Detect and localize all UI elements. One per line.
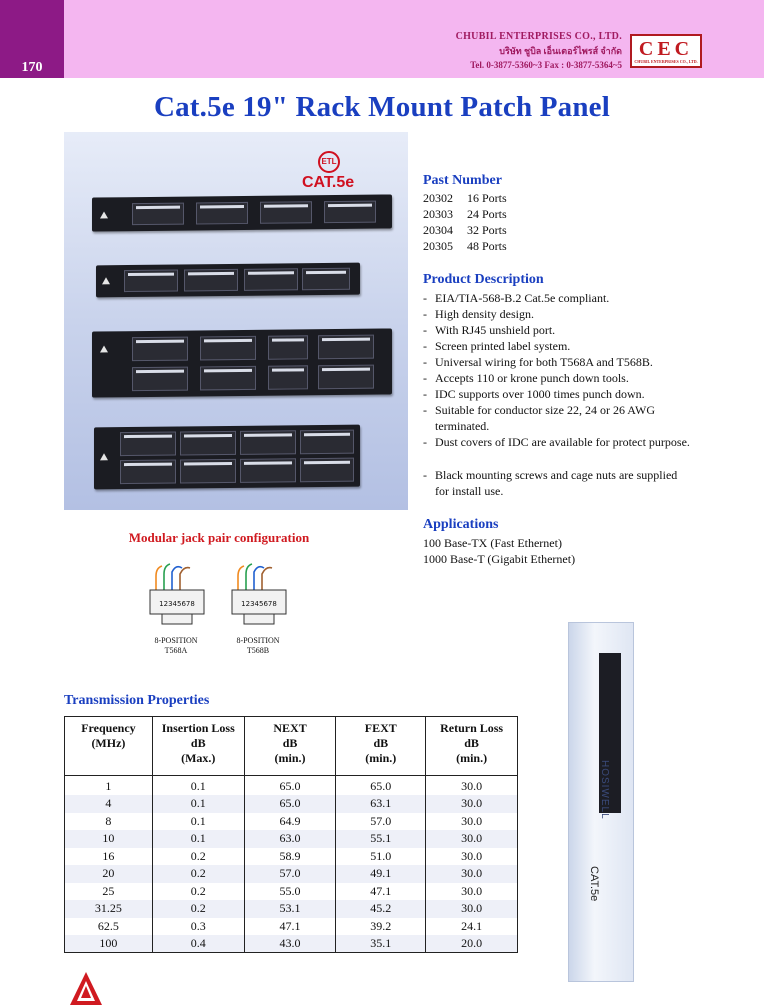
page-title: Cat.5e 19" Rack Mount Patch Panel	[153, 91, 611, 123]
table-cell: 65.0	[244, 776, 336, 796]
description-item: - Screen printed label system.	[423, 339, 571, 353]
port-block	[132, 203, 184, 226]
description-text: IDC supports over 1000 times punch down.	[435, 387, 645, 401]
description-text: EIA/TIA-568-B.2 Cat.5e compliant.	[435, 291, 610, 305]
table-row	[65, 813, 518, 831]
table-cell: 24.1	[426, 918, 518, 936]
port-block	[180, 431, 236, 456]
table-cell: 47.1	[244, 918, 336, 936]
description-item: - High density design.	[423, 307, 534, 321]
box-brand-label: HOSIWELL	[599, 760, 610, 820]
port-block	[132, 367, 188, 392]
port-block	[184, 269, 238, 292]
table-cell: 0.2	[152, 848, 244, 866]
cec-logo-text: CEC	[638, 38, 694, 60]
port-block	[132, 337, 188, 362]
application-item: 1000 Base-T (Gigabit Ethernet)	[423, 552, 576, 566]
port-block	[196, 202, 248, 225]
port-block	[318, 365, 374, 390]
part-number-heading: Past Number	[423, 173, 502, 188]
page-number: 170	[21, 60, 43, 75]
description-item: - With RJ45 unshield port.	[423, 323, 556, 337]
table-cell: 63.0	[244, 830, 336, 848]
port-block	[124, 270, 178, 293]
etl-cert-icon: ETL	[318, 151, 340, 173]
jack-t568b-label	[218, 636, 298, 656]
table-cell: 0.1	[152, 830, 244, 848]
jack-t568a-label	[136, 636, 216, 656]
table-cell: 1	[65, 776, 153, 796]
part-ports: 24 Ports	[467, 207, 507, 221]
table-cell: 55.0	[244, 883, 336, 901]
description-text: Suitable for conductor size 22, 24 or 26 AWG terminated.	[435, 403, 655, 433]
table-cell: 47.1	[336, 883, 426, 901]
jack-b-line1: 8-POSITION	[236, 636, 280, 645]
application-item: 100 Base-TX (Fast Ethernet)	[423, 536, 562, 550]
table-cell: 31.25	[65, 900, 153, 918]
table-cell: 39.2	[336, 918, 426, 936]
table-cell: 62.5	[65, 918, 153, 936]
port-block	[120, 432, 176, 457]
table-cell: 16	[65, 848, 153, 866]
port-block	[324, 201, 376, 224]
table-cell: 25	[65, 883, 153, 901]
table-cell: 30.0	[426, 795, 518, 813]
table-cell: 0.2	[152, 865, 244, 883]
part-code: 20302	[423, 191, 453, 205]
table-cell: 57.0	[244, 865, 336, 883]
hosiwell-logo-icon	[102, 277, 110, 284]
box-product-label: CAT.5e	[588, 866, 600, 902]
table-row	[65, 848, 518, 866]
description-item: - Universal wiring for both T568A and T568B.	[423, 355, 653, 369]
jack-b-pins: 12345678	[241, 600, 277, 608]
table-cell: 45.2	[336, 900, 426, 918]
table-cell: 30.0	[426, 813, 518, 831]
company-thai-name: บริษัท ชูบิล เอ็นเตอร์ไพรส์ จำกัด	[499, 46, 622, 56]
col-insertion-loss: Insertion Loss dB (Max.)	[152, 717, 244, 776]
part-code: 20303	[423, 207, 453, 221]
product-description-heading: Product Description	[423, 272, 544, 287]
part-row	[423, 238, 507, 254]
hosiwell-logo-icon	[68, 970, 104, 1007]
patch-panel-32-port-image	[92, 328, 392, 397]
port-block	[200, 366, 256, 391]
table-cell: 20	[65, 865, 153, 883]
col-next: NEXT dB (min.)	[244, 717, 336, 776]
jack-t568b-diagram	[228, 562, 290, 630]
table-cell: 0.1	[152, 813, 244, 831]
table-cell: 64.9	[244, 813, 336, 831]
description-item: - IDC supports over 1000 times punch down.	[423, 387, 645, 401]
port-block	[120, 460, 176, 485]
table-cell: 30.0	[426, 865, 518, 883]
port-block	[260, 201, 312, 224]
transmission-table	[64, 716, 518, 953]
table-cell: 30.0	[426, 776, 518, 796]
table-header-row	[65, 717, 518, 776]
description-item: - EIA/TIA-568-B.2 Cat.5e compliant.	[423, 291, 610, 305]
table-cell: 10	[65, 830, 153, 848]
jack-a-line1: 8-POSITION	[154, 636, 198, 645]
part-code: 20305	[423, 239, 453, 253]
part-row	[423, 222, 507, 238]
table-cell: 30.0	[426, 848, 518, 866]
part-code: 20304	[423, 223, 453, 237]
table-cell: 0.1	[152, 795, 244, 813]
table-cell: 65.0	[336, 776, 426, 796]
part-row	[423, 206, 507, 222]
description-text: High density design.	[435, 307, 534, 321]
port-block	[302, 268, 350, 291]
port-block	[300, 458, 354, 483]
port-block	[240, 458, 296, 483]
description-text: Universal wiring for both T568A and T568B.	[435, 355, 653, 369]
table-cell: 30.0	[426, 900, 518, 918]
description-text: With RJ45 unshield port.	[435, 323, 556, 337]
port-block	[200, 336, 256, 361]
table-cell: 0.2	[152, 900, 244, 918]
port-block	[244, 268, 298, 291]
table-cell: 8	[65, 813, 153, 831]
cec-logo	[630, 34, 702, 68]
table-cell: 55.1	[336, 830, 426, 848]
description-text: Screen printed label system.	[435, 339, 571, 353]
description-text: Dust covers of IDC are available for protect purpose.	[435, 435, 690, 449]
table-cell: 100	[65, 935, 153, 953]
description-item: - Suitable for conductor size 22, 24 or 26 AWG terminated.	[423, 403, 655, 433]
jack-t568a-diagram	[146, 562, 208, 630]
table-cell: 51.0	[336, 848, 426, 866]
hosiwell-logo-icon	[100, 345, 108, 352]
company-name: CHUBIL ENTERPRISES CO., LTD.	[455, 31, 622, 42]
table-cell: 20.0	[426, 935, 518, 953]
cat5e-badge: CAT.5e	[302, 174, 355, 191]
table-row	[65, 830, 518, 848]
table-row	[65, 918, 518, 936]
part-ports: 16 Ports	[467, 191, 507, 205]
port-block	[180, 459, 236, 484]
description-text: Black mounting screws and cage nuts are supplied for install use.	[435, 468, 678, 498]
company-info	[456, 30, 622, 72]
col-frequency: Frequency (MHz)	[65, 717, 153, 776]
hosiwell-logo-icon	[100, 453, 108, 460]
patch-panel-48-port-image	[94, 425, 360, 490]
part-ports: 32 Ports	[467, 223, 507, 237]
table-cell: 65.0	[244, 795, 336, 813]
table-row	[65, 865, 518, 883]
jack-b-line2: T568B	[246, 646, 270, 655]
port-block	[240, 430, 296, 455]
part-ports: 48 Ports	[467, 239, 507, 253]
table-cell: 0.4	[152, 935, 244, 953]
table-cell: 30.0	[426, 883, 518, 901]
port-block	[268, 335, 308, 359]
company-contact: Tel. 0-3877-5360~3 Fax : 0-3877-5364~5	[470, 60, 622, 70]
description-item: - Accepts 110 or krone punch down tools.	[423, 371, 629, 385]
port-block	[300, 430, 354, 455]
patch-panel-24-port-image	[96, 263, 360, 298]
table-row	[65, 883, 518, 901]
table-cell: 0.1	[152, 776, 244, 796]
table-cell: 0.2	[152, 883, 244, 901]
port-block	[318, 335, 374, 360]
port-block	[268, 365, 308, 389]
table-cell: 57.0	[336, 813, 426, 831]
table-cell: 58.9	[244, 848, 336, 866]
table-cell: 43.0	[244, 935, 336, 953]
table-row	[65, 776, 518, 796]
part-row	[423, 190, 507, 206]
description-text: Accepts 110 or krone punch down tools.	[435, 371, 629, 385]
table-row	[65, 900, 518, 918]
table-cell: 30.0	[426, 830, 518, 848]
description-item: - Black mounting screws and cage nuts are supplied for install use.	[423, 468, 678, 498]
applications-heading: Applications	[423, 517, 499, 532]
jack-a-line2: T568A	[164, 646, 188, 655]
description-item: - Dust covers of IDC are available for protect purpose.	[423, 435, 690, 449]
table-cell: 4	[65, 795, 153, 813]
col-fext: FEXT dB (min.)	[336, 717, 426, 776]
table-cell: 0.3	[152, 918, 244, 936]
patch-panel-16-port-image	[92, 194, 392, 231]
transmission-heading: Transmission Properties	[64, 693, 210, 708]
hosiwell-logo-icon	[100, 211, 108, 218]
table-cell: 53.1	[244, 900, 336, 918]
cec-logo-subtext: CHUBIL ENTERPRISES CO., LTD.	[634, 59, 698, 64]
table-cell: 35.1	[336, 935, 426, 953]
jack-a-pins: 12345678	[159, 600, 195, 608]
table-row	[65, 935, 518, 953]
table-row	[65, 795, 518, 813]
modular-jack-heading: Modular jack pair configuration	[128, 530, 310, 545]
col-return-loss: Return Loss dB (min.)	[426, 717, 518, 776]
table-cell: 63.1	[336, 795, 426, 813]
transmission-table-body	[65, 776, 518, 953]
table-cell: 49.1	[336, 865, 426, 883]
